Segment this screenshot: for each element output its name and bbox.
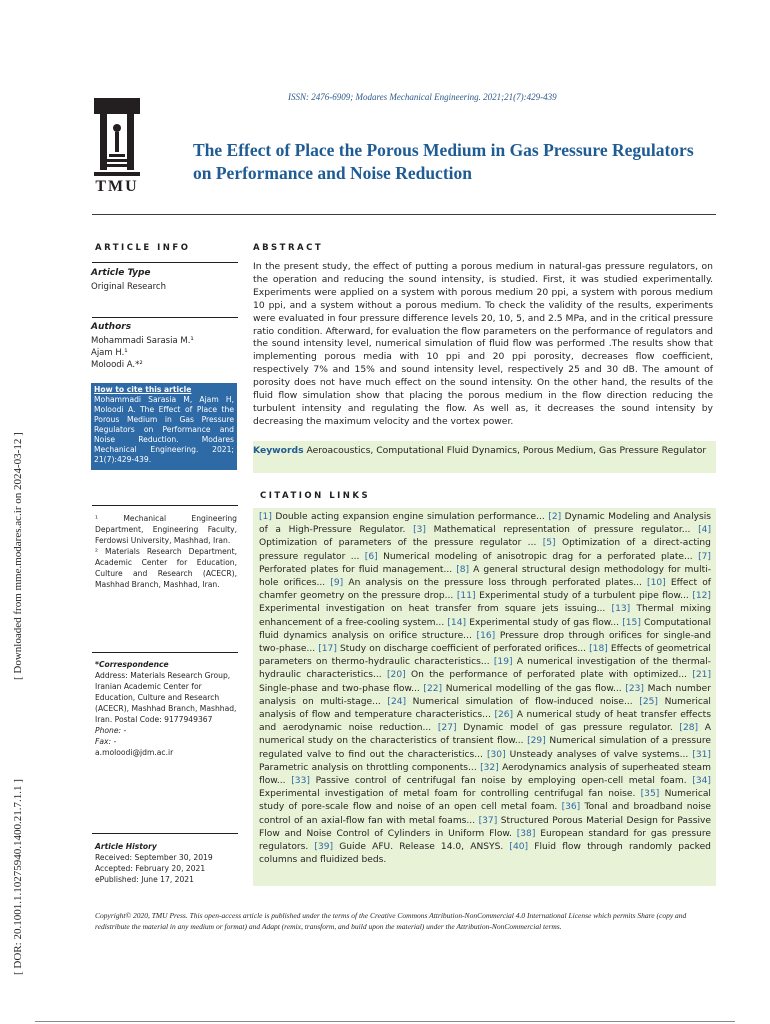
citation-item (457, 591, 689, 601)
citation-text: Experimental investigation on heat transfer from square jets issuing... (259, 604, 606, 615)
citation-text: Experimental investigation of metal foam for controlling centrifugal fan noise. (259, 789, 636, 800)
citation-link[interactable]: [30] (486, 749, 506, 760)
citation-text: Computational fluid dynamics analysis on orifice structure... (259, 617, 711, 641)
citation-link[interactable]: [4] (698, 525, 711, 536)
citation-text: Experimental study of a turbulent pipe flow... (479, 591, 689, 602)
citation-text: Fluid flow through randomly packed columns and fluidized beds. (259, 842, 711, 866)
dor-stamp: [ DOR: 20.1001.1.10275940.1400.21.7.1.1 ] (12, 779, 24, 975)
citation-link[interactable]: [10] (647, 578, 666, 589)
citation-text: A general structural design methodology for multi-hole orifices... (259, 564, 711, 589)
rule (92, 652, 238, 653)
citation-text: Numerical study of pore-scale flow and noise of an open cell metal foam. (259, 789, 711, 813)
citation-link[interactable]: [13] (611, 604, 631, 615)
history-label: Article History (95, 842, 157, 851)
phone: Phone: - (95, 726, 127, 735)
affiliation-2: ² Materials Research Department, Academic Center for Education, Culture and Research (ACECR), Mashhad Branch, Mashhad, Iran. (95, 547, 237, 589)
citation-text: Numerical simulation of a pressure regulated valve to find out the characteristics... (259, 736, 711, 760)
citation-item (318, 644, 586, 654)
citation-text: An analysis on the pressure loss through perforated plates... (348, 578, 642, 589)
citation-text: Numerical modelling of the gas flow... (445, 683, 622, 694)
article-type-label: Article Type (91, 268, 151, 278)
citation-link[interactable]: [9] (330, 578, 344, 589)
citation-text: Single-phase and two-phase flow... (259, 683, 420, 694)
citation-link[interactable]: [14] (447, 617, 467, 628)
tmu-logo (94, 98, 140, 202)
citation-text: Parametric analysis on throttling components... (259, 762, 477, 773)
citation-link[interactable]: [35] (640, 789, 660, 800)
citation-text: Effect of chamfer geometry on the pressure drop... (259, 578, 711, 602)
citation-link[interactable]: [15] (622, 617, 641, 628)
header-rule (92, 214, 716, 215)
citation-text: Thermal mixing enhancement of a free-cooling system... (259, 604, 711, 628)
citation-text: Double acting expansion engine simulation performance... (275, 512, 545, 522)
keywords-label: Keywords (253, 445, 304, 456)
citation-item (330, 578, 642, 588)
received-date: Received: September 30, 2019 (95, 853, 213, 862)
citation-links-box (253, 508, 716, 886)
author-2: Ajam H.¹ (91, 348, 128, 358)
citation-text: Passive control of centrifugal fan noise by employing open-cell metal foam. (315, 776, 687, 787)
correspondence-block (95, 659, 237, 758)
citation-link[interactable]: [2] (548, 512, 562, 522)
citation-item (365, 552, 693, 562)
correspondence-label: *Correspondence (95, 660, 169, 669)
fax: Fax: - (95, 737, 117, 746)
citation-text: Guide AFU. Release 14.0, ANSYS. (339, 842, 504, 853)
citation-link[interactable]: [28] (679, 723, 699, 734)
citation-link[interactable]: [5] (542, 538, 556, 549)
download-stamp: [ Downloaded from mme.modares.ac.ir on 2024-03-12 ] (12, 432, 24, 680)
citation-text: On the performance of perforated plate with optimized... (410, 670, 688, 681)
citation-link[interactable]: [34] (692, 776, 711, 787)
email-link[interactable]: a.moloodi@jdm.ac.ir (95, 748, 174, 757)
citation-link[interactable]: [1] (259, 512, 272, 522)
how-to-cite-text: Mohammadi Sarasia M, Ajam H, Moloodi A. The Effect of Place the Porous Medium in Gas Pressure Regulators on Performance and Noise Reduction. Modares Mechanical Engineering. 2021; 21(7):429-439. (94, 395, 234, 464)
citation-link[interactable]: [16] (476, 630, 496, 641)
citation-text: Unsteady analyses of valve systems... (509, 749, 689, 760)
citation-link[interactable]: [36] (561, 802, 581, 813)
citation-text: Numerical analysis of flow and temperature characteristics... (259, 696, 711, 721)
citation-link[interactable]: [21] (692, 670, 711, 681)
citation-text: Experimental study of gas flow... (469, 617, 620, 628)
citation-link[interactable]: [24] (387, 696, 407, 707)
citation-item (447, 618, 619, 628)
citation-text: Perforated plates for fluid management... (259, 564, 453, 575)
citation-link[interactable]: [3] (413, 525, 426, 536)
article-history (95, 841, 237, 885)
published-date: ePublished: June 17, 2021 (95, 875, 194, 884)
citation-item (438, 723, 673, 733)
citation-link[interactable]: [8] (456, 564, 470, 575)
citation-item (387, 697, 632, 707)
keywords-box (253, 441, 716, 473)
citation-text: A numerical study of heat transfer effects and aerodynamic noise reduction... (259, 710, 711, 734)
citation-link[interactable]: [33] (291, 776, 310, 787)
citation-link[interactable]: [20] (386, 670, 406, 681)
citation-link[interactable]: [22] (423, 683, 443, 694)
article-info-heading: ARTICLE INFO (95, 243, 191, 253)
authors-label: Authors (91, 322, 132, 332)
citation-item (314, 842, 503, 852)
citation-text: A numerical investigation of the thermal-hydraulic characteristics... (259, 657, 711, 681)
citation-link[interactable]: [25] (639, 696, 658, 707)
citation-link[interactable]: [17] (318, 644, 337, 655)
correspondence-address: Address: Materials Research Group, Iranian Academic Center for Education, Culture and Research (ACECR), Mashhad Branch, Mashhad, Iran. Postal Code: 9177949367 (95, 671, 237, 724)
citation-text: Dynamic model of gas pressure regulator. (463, 723, 673, 734)
affiliations (95, 513, 237, 590)
abstract-heading: ABSTRACT (253, 243, 324, 253)
citation-link[interactable]: [29] (527, 736, 546, 747)
citation-link[interactable]: [40] (509, 842, 529, 853)
citation-link[interactable]: [18] (589, 644, 608, 655)
citation-item (387, 670, 687, 680)
citation-link[interactable]: [7] (698, 551, 711, 562)
citation-text: Study on discharge coefficient of perforated orifices... (339, 644, 587, 655)
affiliation-1: ¹ Mechanical Engineering Department, Engineering Faculty, Ferdowsi University, Mashhad, Iran. (95, 514, 237, 545)
author-1: Mohammadi Sarasia M.¹ (91, 336, 194, 346)
citation-text: Aerodynamics analysis of superheated steam flow... (259, 762, 711, 787)
citation-link[interactable]: [37] (478, 815, 498, 826)
bottom-rule (35, 1021, 735, 1022)
accepted-date: Accepted: February 20, 2021 (95, 864, 206, 873)
rule (92, 505, 238, 506)
rule (92, 833, 238, 834)
citation-text: Optimization of parameters of the pressure regulator ... (259, 538, 537, 549)
citation-item (423, 684, 621, 694)
how-to-cite-box (91, 383, 237, 470)
citation-text: Numerical modeling of anisotropic drag for a perforated plate... (383, 551, 693, 562)
citation-item (413, 525, 690, 535)
citation-link[interactable]: [12] (692, 591, 711, 602)
keywords-text: Aeroacoustics, Computational Fluid Dynamics, Porous Medium, Gas Pressure Regulator (306, 445, 707, 456)
citation-text: European standard for gas pressure regulators. (259, 828, 711, 853)
citation-link[interactable]: [39] (314, 842, 334, 853)
issn-line: ISSN: 2476-6909; Modares Mechanical Engineering. 2021;21(7):429-439 (288, 92, 557, 102)
how-to-cite-heading: How to cite this article (94, 385, 192, 394)
citation-item (259, 512, 545, 522)
citation-text: Numerical simulation of flow-induced noise... (412, 696, 633, 707)
logo-text: TMU (95, 178, 139, 195)
citation-link[interactable]: [23] (625, 683, 644, 694)
copyright-notice: Copyright© 2020, TMU Press. This open-access article is published under the terms of the Creative Commons Attribution-NonCommercial 4.0 International License which permits Share (copy and redistribute the material in any medium or format) and Adapt (remix, transform, and build upon the material) under the Attribution-NonCommercial terms. (95, 911, 687, 931)
citation-item (487, 750, 688, 760)
citation-text: Optimization of a direct-acting pressure regulator ... (259, 538, 711, 562)
author-3: Moloodi A.*² (91, 360, 143, 370)
citation-link[interactable]: [31] (692, 749, 711, 760)
citation-link[interactable]: [27] (437, 723, 457, 734)
paper-title: The Effect of Place the Porous Medium in Gas Pressure Regulators on Performance and Noise Reduction (193, 140, 694, 183)
rule (92, 317, 238, 318)
citation-link[interactable]: [11] (456, 591, 476, 602)
citation-text: Mathematical representation of pressure regulator... (433, 525, 691, 536)
citation-text: Pressure drop through orifices for single-and two-phase... (259, 630, 711, 655)
citation-text: Effects of geometrical parameters on thermo-hydraulic characteristics... (259, 644, 711, 668)
citation-text: Dynamic Modeling and Analysis of a High-Pressure Regulator. (259, 512, 711, 536)
citation-link[interactable]: [19] (493, 657, 513, 668)
citation-item (291, 776, 686, 786)
citation-link[interactable]: [38] (516, 828, 536, 839)
article-type-value: Original Research (91, 282, 166, 292)
citation-text: Mach number analysis on multi-stage... (259, 683, 711, 707)
citation-text: Tonal and broadband noise control of an axial-flow fan with metal foams... (259, 802, 711, 826)
citation-text: Structured Porous Material Design for Passive Flow and Noise Control of Cylinders in Uniform Flow. (259, 815, 711, 839)
citation-link[interactable]: [26] (494, 710, 514, 721)
citation-link[interactable]: [32] (480, 762, 499, 773)
citation-text: A numerical study on the characteristics of transient flow... (259, 723, 711, 747)
citation-links-heading: CITATION LINKS (260, 491, 371, 501)
citation-link[interactable]: [6] (364, 551, 378, 562)
abstract-text: In the present study, the effect of putting a porous medium in natural-gas pressure regulators, on the operation and reducing the sound intensity, is studied. First, it was studied experimentally. Experiments were applied on a system with porous medium 20 ppi, a system with porous medium 10 ppi, and a system without a porous medium. To check the validity of the results, experiments were evaluated in four pressure difference levels 20, 10, 5, and 2.5 MPa, and in the critical pressure ratio condition. Afterward, for evaluation the flow parameters on the performance of regulators and the sound intensity level, numerical simulation of fluid flow was performed .The results show that implementing porous media with 10 ppi and 20 ppi porosity, decreases flow coefficient, respectively 7% and 15% and sound intensity level, respectively 25 and 30 dB. The amount of porosity does not have much effect on the sound intensity. On the other hand, the results of the fluid flow simulation show that placing the porous medium in the flow direction reducing the turbulent intensity and regulating the flow. As well as, it decreases the sound intensity by decreasing the maximum velocity and the vortex power. (253, 261, 713, 427)
rule (92, 262, 238, 263)
